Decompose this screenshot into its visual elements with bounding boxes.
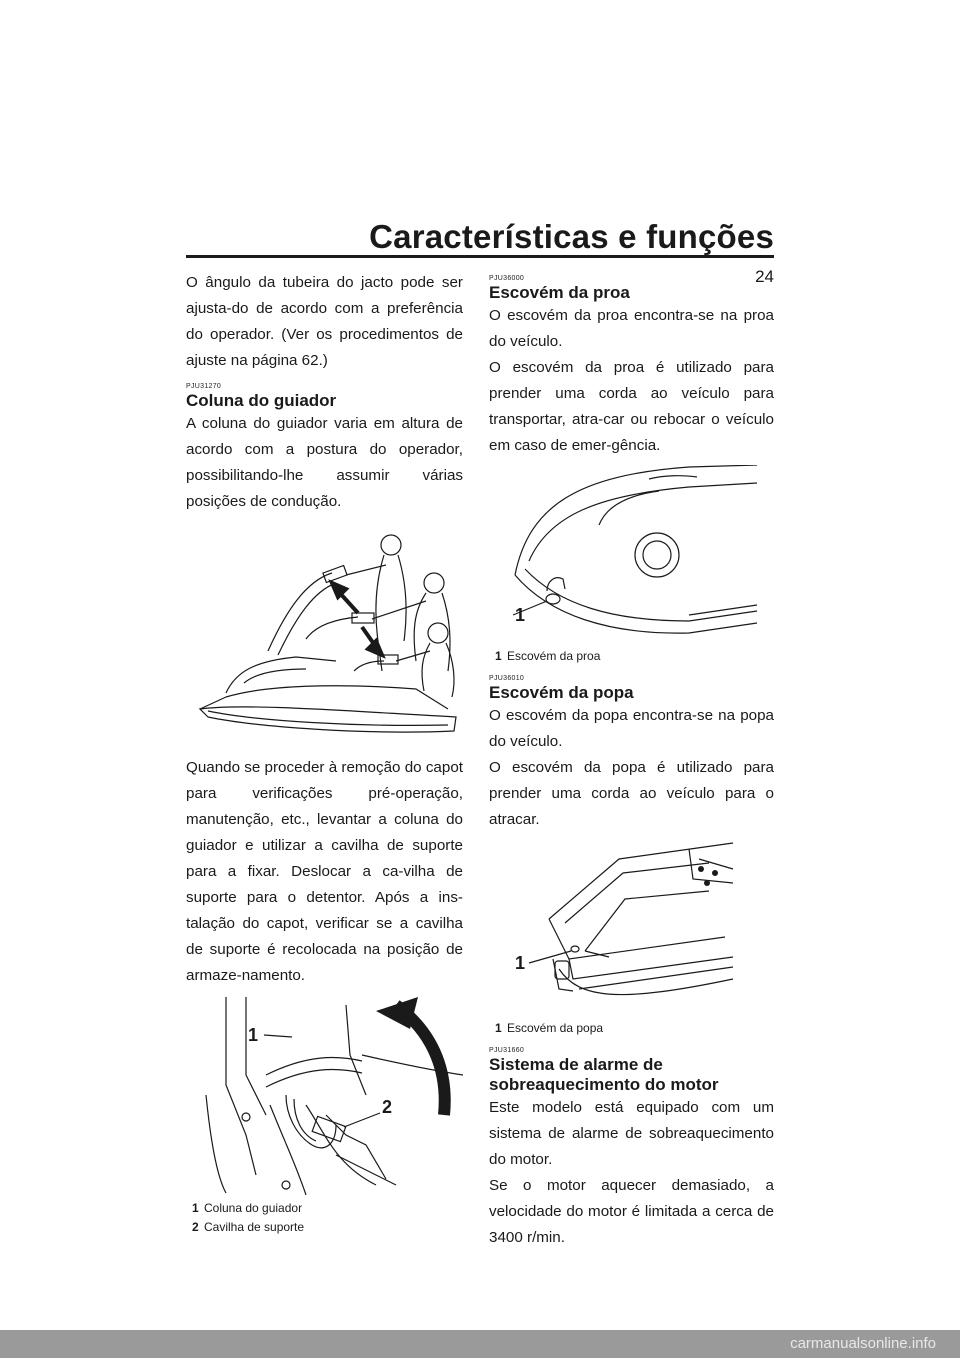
handlebar-positions-illustration <box>186 521 463 751</box>
page-title: Características e funções <box>369 218 774 255</box>
bow-eye-figure <box>489 465 774 643</box>
section-code: PJU36000 <box>489 275 525 282</box>
figure-callout-1: 1 <box>515 605 526 625</box>
section-code: PJU31270 <box>186 383 222 390</box>
title-rule <box>186 255 774 258</box>
intro-paragraph: O ângulo da tubeira do jacto pode ser ajusta-do de acordo com a preferência do operador. (Ver os procedimentos de ajuste na página 62.) <box>186 274 463 369</box>
figure-caption: 1 Coluna do guiador <box>192 1201 303 1215</box>
section-paragraph: O escovém da proa encontra-se na proa do veículo. <box>489 307 774 350</box>
section-heading: Coluna do guiador <box>186 391 337 410</box>
figure-caption: 1 Escovém da proa <box>495 649 601 663</box>
right-column <box>489 270 774 1251</box>
section-heading: Escovém da popa <box>489 683 634 702</box>
section-heading: Escovém da proa <box>489 283 630 302</box>
support-pin-figure <box>186 995 463 1195</box>
watermark-text: carmanualsonline.info <box>790 1335 936 1352</box>
section-paragraph: O escovém da popa é utilizado para prender uma corda ao veículo para o atracar. <box>489 759 774 828</box>
stern-eye-figure <box>489 839 774 1015</box>
figure-caption: 1 Escovém da popa <box>495 1021 604 1035</box>
stern-eye-illustration <box>489 839 774 1015</box>
section-paragraph: Quando se proceder à remoção do capot para verificações pré-operação, manutenção, etc., levantar a coluna do guiador e utilizar a cavilha de suporte para a fixar. Deslocar a ca-vilha de suporte para o detentor. Após a ins-talação do capot, verificar se a cavilha de suporte é recolocada na posição de armaze-namento. <box>186 759 463 984</box>
page-number: 24 <box>755 267 774 286</box>
figure-callout-1: 1 <box>515 953 526 973</box>
section-paragraph: Este modelo está equipado com um sistema de alarme de sobreaquecimento do motor. <box>489 1099 774 1168</box>
section-paragraph: O escovém da proa é utilizado para prender uma corda ao veículo para transportar, atra-car ou rebocar o veículo em caso de emer-gência. <box>489 359 774 454</box>
footer-watermark-bar <box>0 1330 960 1358</box>
figure-caption: 2 Cavilha de suporte <box>192 1220 305 1234</box>
support-pin-illustration <box>186 995 463 1195</box>
section-code: PJU31660 <box>489 1047 525 1054</box>
bow-eye-illustration <box>489 465 774 643</box>
section-paragraph: O escovém da popa encontra-se na popa do veículo. <box>489 707 774 750</box>
figure-callout-2: 2 <box>382 1097 393 1117</box>
figure-callout-1: 1 <box>248 1025 259 1045</box>
section-code: PJU36010 <box>489 675 525 682</box>
section-paragraph: A coluna do guiador varia em altura de acordo com a postura do operador, possibilitando-lhe assumir várias posições de condução. <box>186 415 463 510</box>
section-paragraph: Se o motor aquecer demasiado, a velocidade do motor é limitada a cerca de 3400 r/min. <box>489 1177 774 1246</box>
section-heading: Sistema de alarme de sobreaquecimento do motor <box>489 1055 719 1094</box>
left-column <box>186 270 463 1237</box>
